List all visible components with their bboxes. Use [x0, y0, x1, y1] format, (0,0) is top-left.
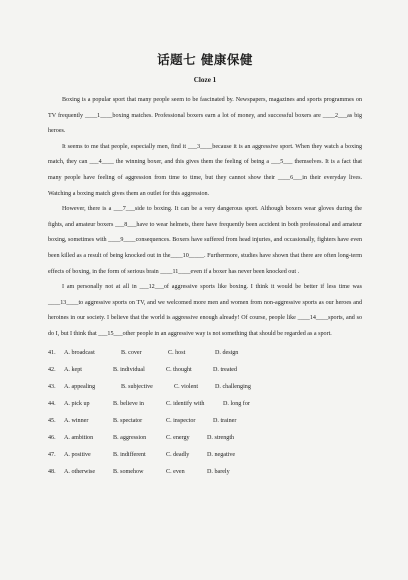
- paragraph-2: It seems to me that people, especially men, find it ___3____because it is an aggressive sport. When they watch a boxing match, they can ___4____ the winning boxer, and this gives them the feeling of being a ___5___ themselves. It is a fact that many people have feeling of aggression from time to time, but they cannot show their ____6___in their everyday lives. Watching a boxing match gives them an outlet for this aggression.: [48, 143, 362, 197]
- option-d: D. barely: [207, 468, 230, 475]
- option-d: D. trainer: [213, 417, 237, 424]
- question-number: 42.: [48, 366, 56, 373]
- option-b: B. spectator: [113, 417, 143, 424]
- option-c: C. deadly: [166, 451, 190, 458]
- question-number: 41.: [48, 349, 56, 356]
- option-a: A. otherwise: [64, 468, 96, 475]
- paragraph-1: Boxing is a popular sport that many people seem to be fascinated by. Newspapers, magazines and sports programmes on TV frequently ____1____boxing matches. Professional boxers earn a lot of money, and successful boxers are ____2___as big heroes.: [48, 97, 362, 135]
- paragraph-4: I am personally not at all in ___12___of aggressive sports like boxing. I think it would be better if less time was ____13____to aggressive sports on TV, and we welcomed more men and women from non-aggressive sports as our heroes and heroines in our society. I believe that the world is aggressive enough already! Of course, people like ____14____sports, and so do I, but I think that ___15___other people in an aggressive way is not something that should be regarded as a sport.: [48, 284, 362, 337]
- question-45: [48, 413, 362, 430]
- question-list: [48, 345, 362, 481]
- option-a: A. winner: [64, 417, 89, 424]
- page-title: 话题七 健康保健: [157, 52, 253, 67]
- option-b: B. aggression: [113, 434, 147, 441]
- option-b: B. individual: [113, 366, 145, 373]
- option-a: A. kept: [64, 366, 82, 373]
- question-43: [48, 379, 362, 396]
- question-46: [48, 430, 362, 447]
- option-d: D. negative: [207, 451, 236, 458]
- option-d: D. long for: [223, 400, 250, 407]
- option-c: C. violent: [174, 383, 199, 390]
- question-number: 43.: [48, 383, 56, 390]
- option-c: C. energy: [166, 434, 190, 441]
- option-d: D. design: [215, 349, 239, 356]
- question-number: 45.: [48, 417, 56, 424]
- question-number: 48.: [48, 468, 56, 475]
- option-c: C. even: [166, 468, 185, 475]
- option-a: A. positive: [64, 451, 91, 458]
- option-b: B. cover: [121, 349, 142, 356]
- question-48: [48, 464, 362, 481]
- question-44: [48, 396, 362, 413]
- question-number: 47.: [48, 451, 56, 458]
- option-a: A. ambition: [64, 434, 94, 441]
- option-b: B. somehow: [113, 468, 144, 475]
- question-41: [48, 345, 362, 362]
- paragraph-3: However, there is a ___7___side to boxing. It can be a very dangerous sport. Although boxers wear gloves during the fights, and amateur boxers ___8___have to wear helmets, there have frequently been accident in both professional and amateur boxing, sometimes with ____9____consequences. Boxers have suffered from head injuries, and occasionally, fighters have even been killed as a result of being knocked out in the____10_____. Furthermore, studies have shown that there are often long-term effects of boxing, in the form of serious brain ____11____even if a boxer has never been knocked out .: [48, 206, 362, 275]
- option-d: D. challenging: [215, 383, 251, 390]
- option-c: C. host: [168, 349, 186, 356]
- option-c: C. inspector: [166, 417, 196, 424]
- option-c: C. identify with: [166, 400, 205, 407]
- question-42: [48, 362, 362, 379]
- option-b: B. indifferent: [113, 451, 146, 458]
- section-subtitle: Cloze 1: [193, 76, 217, 84]
- option-d: D. strength: [207, 434, 235, 441]
- question-number: 44.: [48, 400, 56, 407]
- question-47: [48, 447, 362, 464]
- option-b: B. believe in: [113, 400, 144, 407]
- question-number: 46.: [48, 434, 56, 441]
- option-a: A. pick up: [64, 400, 90, 407]
- option-b: B. subjective: [121, 383, 153, 390]
- option-c: C. thought: [166, 366, 192, 373]
- option-d: D. treated: [213, 366, 238, 373]
- option-a: A. appealing: [64, 383, 96, 390]
- option-a: A. broadcast: [64, 349, 95, 356]
